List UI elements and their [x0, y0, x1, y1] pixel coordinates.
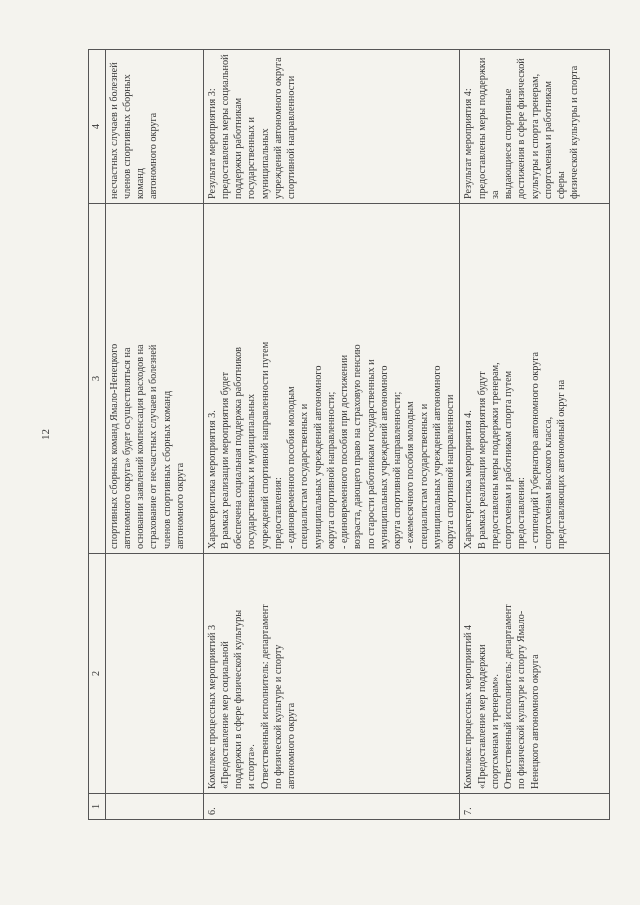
text-line: муниципальных учреждений автономного — [378, 365, 390, 549]
row-number: 6. — [203, 794, 460, 820]
text-line: Ответственный исполнитель: департамент — [503, 604, 515, 789]
text-line: округа спортивной направленности; — [325, 391, 337, 549]
text-line: государственных и муниципальных — [246, 393, 258, 549]
text-line: Комплекс процессных мероприятий 4 — [463, 624, 475, 789]
text-line: Ненецкого автономного округа — [529, 654, 541, 789]
cell-col3 — [105, 204, 203, 554]
text-line: культуры и спорта тренерам, — [529, 73, 541, 199]
text-line: спортсменам высокого класса, — [542, 416, 554, 549]
text-line: «Предоставление мер социальной — [219, 641, 231, 789]
text-line: Характеристика мероприятия 4. — [463, 410, 475, 549]
text-line: государственных и муниципальных — [246, 117, 271, 199]
text-line: автономного округа — [286, 702, 298, 789]
table-row — [460, 50, 610, 820]
text-line: предоставлены меры поддержки за — [476, 57, 501, 199]
text-line: Характеристика мероприятия 3. — [206, 410, 218, 549]
text-line: по физической культуре и спорту Ямало- — [516, 610, 528, 789]
text-line: специалистам государственных и — [418, 403, 430, 549]
text-line: предоставлены меры поддержки тренерам, — [489, 362, 501, 549]
text-line: физической культуры и спорта — [569, 65, 581, 199]
table-container — [88, 50, 581, 820]
text-line: автономного округа — [174, 462, 186, 549]
header-col-2: 2 — [89, 554, 106, 794]
cell-col3 — [460, 204, 610, 554]
text-line: Комплекс процессных мероприятий 3 — [206, 624, 218, 789]
text-line: специалистам государственных и — [299, 403, 311, 549]
text-line: муниципальных учреждений автономного — [312, 365, 324, 549]
row-number — [105, 794, 203, 820]
text-line: спортсменам и работникам сферы — [542, 81, 568, 199]
text-line: - ежемесячного пособия молодым — [405, 401, 417, 549]
text-line: учреждений автономного округа — [272, 57, 284, 199]
text-line: основании заявлений компенсация расходов на — [135, 344, 147, 549]
text-line: по старости работникам государственных и — [365, 359, 377, 549]
text-line: - единовременного пособия молодым — [286, 386, 298, 549]
text-line: спортивных сборных команд Ямало-Ненецкого — [108, 343, 120, 549]
header-col-1: 1 — [89, 794, 106, 820]
text-line: Ответственный исполнитель: департамент — [259, 604, 271, 789]
text-line: и спорта». — [246, 744, 258, 789]
text-line: - единовременного пособия при достижении — [339, 354, 351, 549]
text-line: поддержки работникам — [233, 97, 245, 199]
text-line: автономного округа — [148, 112, 160, 199]
text-line: страхование от несчастных случаев и болезней — [148, 344, 160, 549]
table-row — [105, 50, 203, 820]
cell-col3 — [203, 204, 460, 554]
cell-col2 — [203, 554, 460, 794]
text-line: спортсменам и работникам спорта путем — [503, 370, 515, 549]
text-line: спортивной направленности — [286, 75, 298, 199]
text-line: В рамках реализации мероприятия будут — [476, 371, 488, 549]
text-line: предоставления: — [272, 477, 284, 549]
cell-col2 — [105, 554, 203, 794]
text-line: обеспечена социальная поддержка работников — [233, 347, 245, 549]
text-line: по физической культуре и спорту — [272, 644, 284, 789]
text-line: округа спортивной направленности; — [392, 391, 404, 549]
text-line: возраста, дающего право на страховую пенсию — [352, 344, 364, 549]
text-line: В рамках реализации мероприятия будет — [219, 371, 231, 549]
cell-col4 — [460, 50, 610, 204]
cell-col4 — [203, 50, 460, 204]
cell-col2 — [460, 554, 610, 794]
text-line: предоставления: — [516, 477, 528, 549]
text-line: муниципальных учреждений автономного — [431, 365, 443, 549]
row-number: 7. — [460, 794, 610, 820]
text-line: выдающиеся спортивные — [503, 88, 515, 199]
text-line: Результат мероприятия 4: — [463, 88, 475, 199]
program-table — [88, 49, 610, 820]
text-line: несчастных случаев и болезней — [108, 62, 120, 199]
text-line: достижения в сфере физической — [516, 58, 528, 199]
text-line: представляющих автономный округ на — [556, 379, 568, 549]
text-line: - стипендий Губернатора автономного округа — [529, 351, 541, 549]
page-number: 12 — [40, 429, 52, 440]
text-line: членов спортивных сборных команд — [161, 390, 173, 549]
table-row — [203, 50, 460, 820]
cell-col4 — [105, 50, 203, 204]
header-col-4: 4 — [89, 50, 106, 204]
header-col-3: 3 — [89, 204, 106, 554]
text-line: округа спортивной направленности — [445, 394, 457, 549]
text-line: Результат мероприятия 3: — [206, 88, 218, 199]
table-header-row — [89, 50, 106, 820]
text-line: предоставлены меры социальной — [219, 54, 231, 199]
text-line: спортсменам и тренерам». — [489, 674, 501, 789]
text-line: поддержки в сфере физической культуры — [233, 609, 245, 789]
text-line: автономного округа» будет осуществляться на — [121, 347, 133, 549]
text-line: учреждений спортивной направленности путем — [259, 341, 271, 549]
text-line: членов спортивных сборных команд — [121, 74, 147, 199]
text-line: «Предоставление мер поддержки — [476, 644, 488, 789]
